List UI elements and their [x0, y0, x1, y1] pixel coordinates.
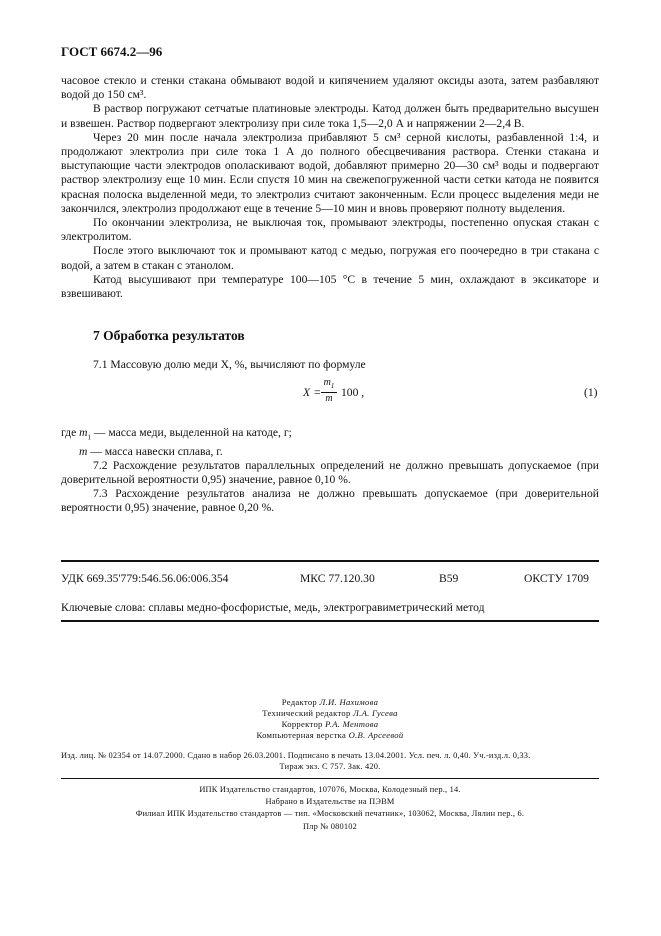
- paragraph: Через 20 мин после начала электролиза прибавляют 5 см³ серной кислоты, разбавленной 1:4, и продолжают электролиз при силе тока 1 А до полного обесцвечивания раствора. Стенки стакана и выступающие части электродов ополаскивают водой, добавляют примерно 20—30 см³ воды и подвергают раствор электролизу еще 10 мин. Если спустя 10 мин на свежепогруженной части сетки катода не появится красная полоска выделенной меди, то электролиз считают законченным. Если процесс выделения меди не закончился, электролиз продолжают еще в течение 5—10 мин и вновь проверяют полноту выделения.: [61, 130, 599, 215]
- paragraph: часовое стекло и стенки стакана обмывают водой и кипячением удаляют оксиды азота, затем разбавляют водой до 150 см³.: [61, 74, 599, 102]
- credit-name: Л.И. Нахимова: [319, 697, 379, 707]
- numerator-sub: 1: [330, 382, 335, 390]
- imprint: [61, 750, 599, 772]
- legend-line: [61, 426, 599, 445]
- credit-role: Технический редактор: [262, 708, 354, 718]
- udk-code: УДК 669.35'779:546.56.06:006.354: [61, 572, 229, 585]
- imprint-line: Тираж экз. С 757. Зак. 420.: [279, 762, 381, 771]
- section-title: 7 Обработка результатов: [93, 328, 245, 343]
- paragraph: По окончании электролиза, не выключая ток, промывают электроды, постепенно опуская стакан с электролитом.: [61, 216, 599, 244]
- credit-role: Корректор: [281, 719, 326, 729]
- credit-name: Р.А. Ментова: [325, 719, 379, 729]
- formula-number: (1): [584, 386, 598, 399]
- credit-name: Л.А. Гусева: [353, 708, 398, 718]
- divider: [61, 620, 599, 622]
- credit-line: [61, 708, 599, 719]
- formula-equals: =: [314, 386, 321, 399]
- imprint-line: Изд. лиц. № 02354 от 14.07.2000. Сдано в набор 26.03.2001. Подписано в печать 13.04.2001. Усл. печ. л. 0,40. Уч.-изд.л. 0,33.: [61, 751, 531, 760]
- legend-text: — масса меди, выделенной на катоде, г;: [91, 426, 292, 439]
- formula-numerator: [321, 377, 337, 393]
- formula-fraction: [321, 377, 337, 405]
- credit-name: О.В. Арсеевой: [348, 730, 404, 740]
- legend-line: [61, 445, 599, 459]
- legend-var: m: [79, 426, 88, 439]
- document-code: ГОСТ 6674.2—96: [61, 44, 163, 59]
- keywords: Ключевые слова: сплавы медно-фосфористые, медь, электрогравиметрический метод: [61, 601, 485, 614]
- formula-legend: [61, 426, 599, 516]
- divider: [61, 560, 599, 562]
- credit-line: [61, 719, 599, 730]
- legend-sub: 1: [87, 433, 91, 442]
- paragraph: В раствор погружают сетчатые платиновые электроды. Катод должен быть предварительно высушен и взвешен. Раствор подвергают электролизу при силе тока 1,5—2,0 А и напряжении 2—2,4 В.: [61, 102, 599, 130]
- publisher-line: ИПК Издательство стандартов, 107076, Москва, Колодезный пер., 14.: [199, 785, 461, 794]
- clause-7-2: 7.2 Расхождение результатов параллельных определений не должно превышать допускаемое (при доверительной вероятности 0,95) значение, равное 0,10 %.: [61, 458, 599, 486]
- divider: [61, 778, 599, 779]
- legend-var: m: [79, 444, 88, 458]
- formula-lhs: X: [303, 386, 311, 399]
- mks-code: МКС 77.120.30: [300, 572, 375, 585]
- publisher-info: [61, 784, 599, 833]
- legend-text: — масса навески сплава, г.: [87, 444, 223, 458]
- numerator-var: m: [323, 377, 331, 388]
- paragraph: Катод высушивают при температуре 100—105 °С в течение 5 мин, охлаждают в эксикаторе и взвешивают.: [61, 272, 599, 301]
- clause-7-1: 7.1 Массовую долю меди X, %, вычисляют по формуле: [93, 358, 366, 371]
- credits: [61, 697, 599, 741]
- credit-line: [61, 730, 599, 741]
- publisher-line: Филиал ИПК Издательство стандартов — тип. «Московский печатник», 103062, Москва, Лялин пер., 6.: [135, 809, 525, 819]
- group-code: В59: [439, 572, 459, 585]
- formula-rest: 100 ,: [341, 386, 365, 399]
- credit-line: [61, 697, 599, 708]
- legend-prefix: где: [61, 426, 80, 439]
- clause-7-3: 7.3 Расхождение результатов анализа не должно превышать допускаемое (при доверительной вероятности 0,95) значение, равное 0,20 %.: [61, 487, 599, 515]
- credit-role: Редактор: [281, 697, 320, 707]
- formula-denominator: m: [325, 393, 333, 404]
- publisher-line: Набрано в Издательстве на ПЭВМ: [265, 797, 395, 807]
- okstu-code: ОКСТУ 1709: [524, 572, 589, 585]
- body-text: [61, 74, 599, 301]
- publisher-line: Плр № 080102: [302, 821, 358, 831]
- paragraph: После этого выключают ток и промывают катод с медью, погружая его поочередно в три стакана с водой, а затем в стакан с этанолом.: [61, 244, 599, 272]
- credit-role: Компьютерная верстка: [256, 730, 349, 740]
